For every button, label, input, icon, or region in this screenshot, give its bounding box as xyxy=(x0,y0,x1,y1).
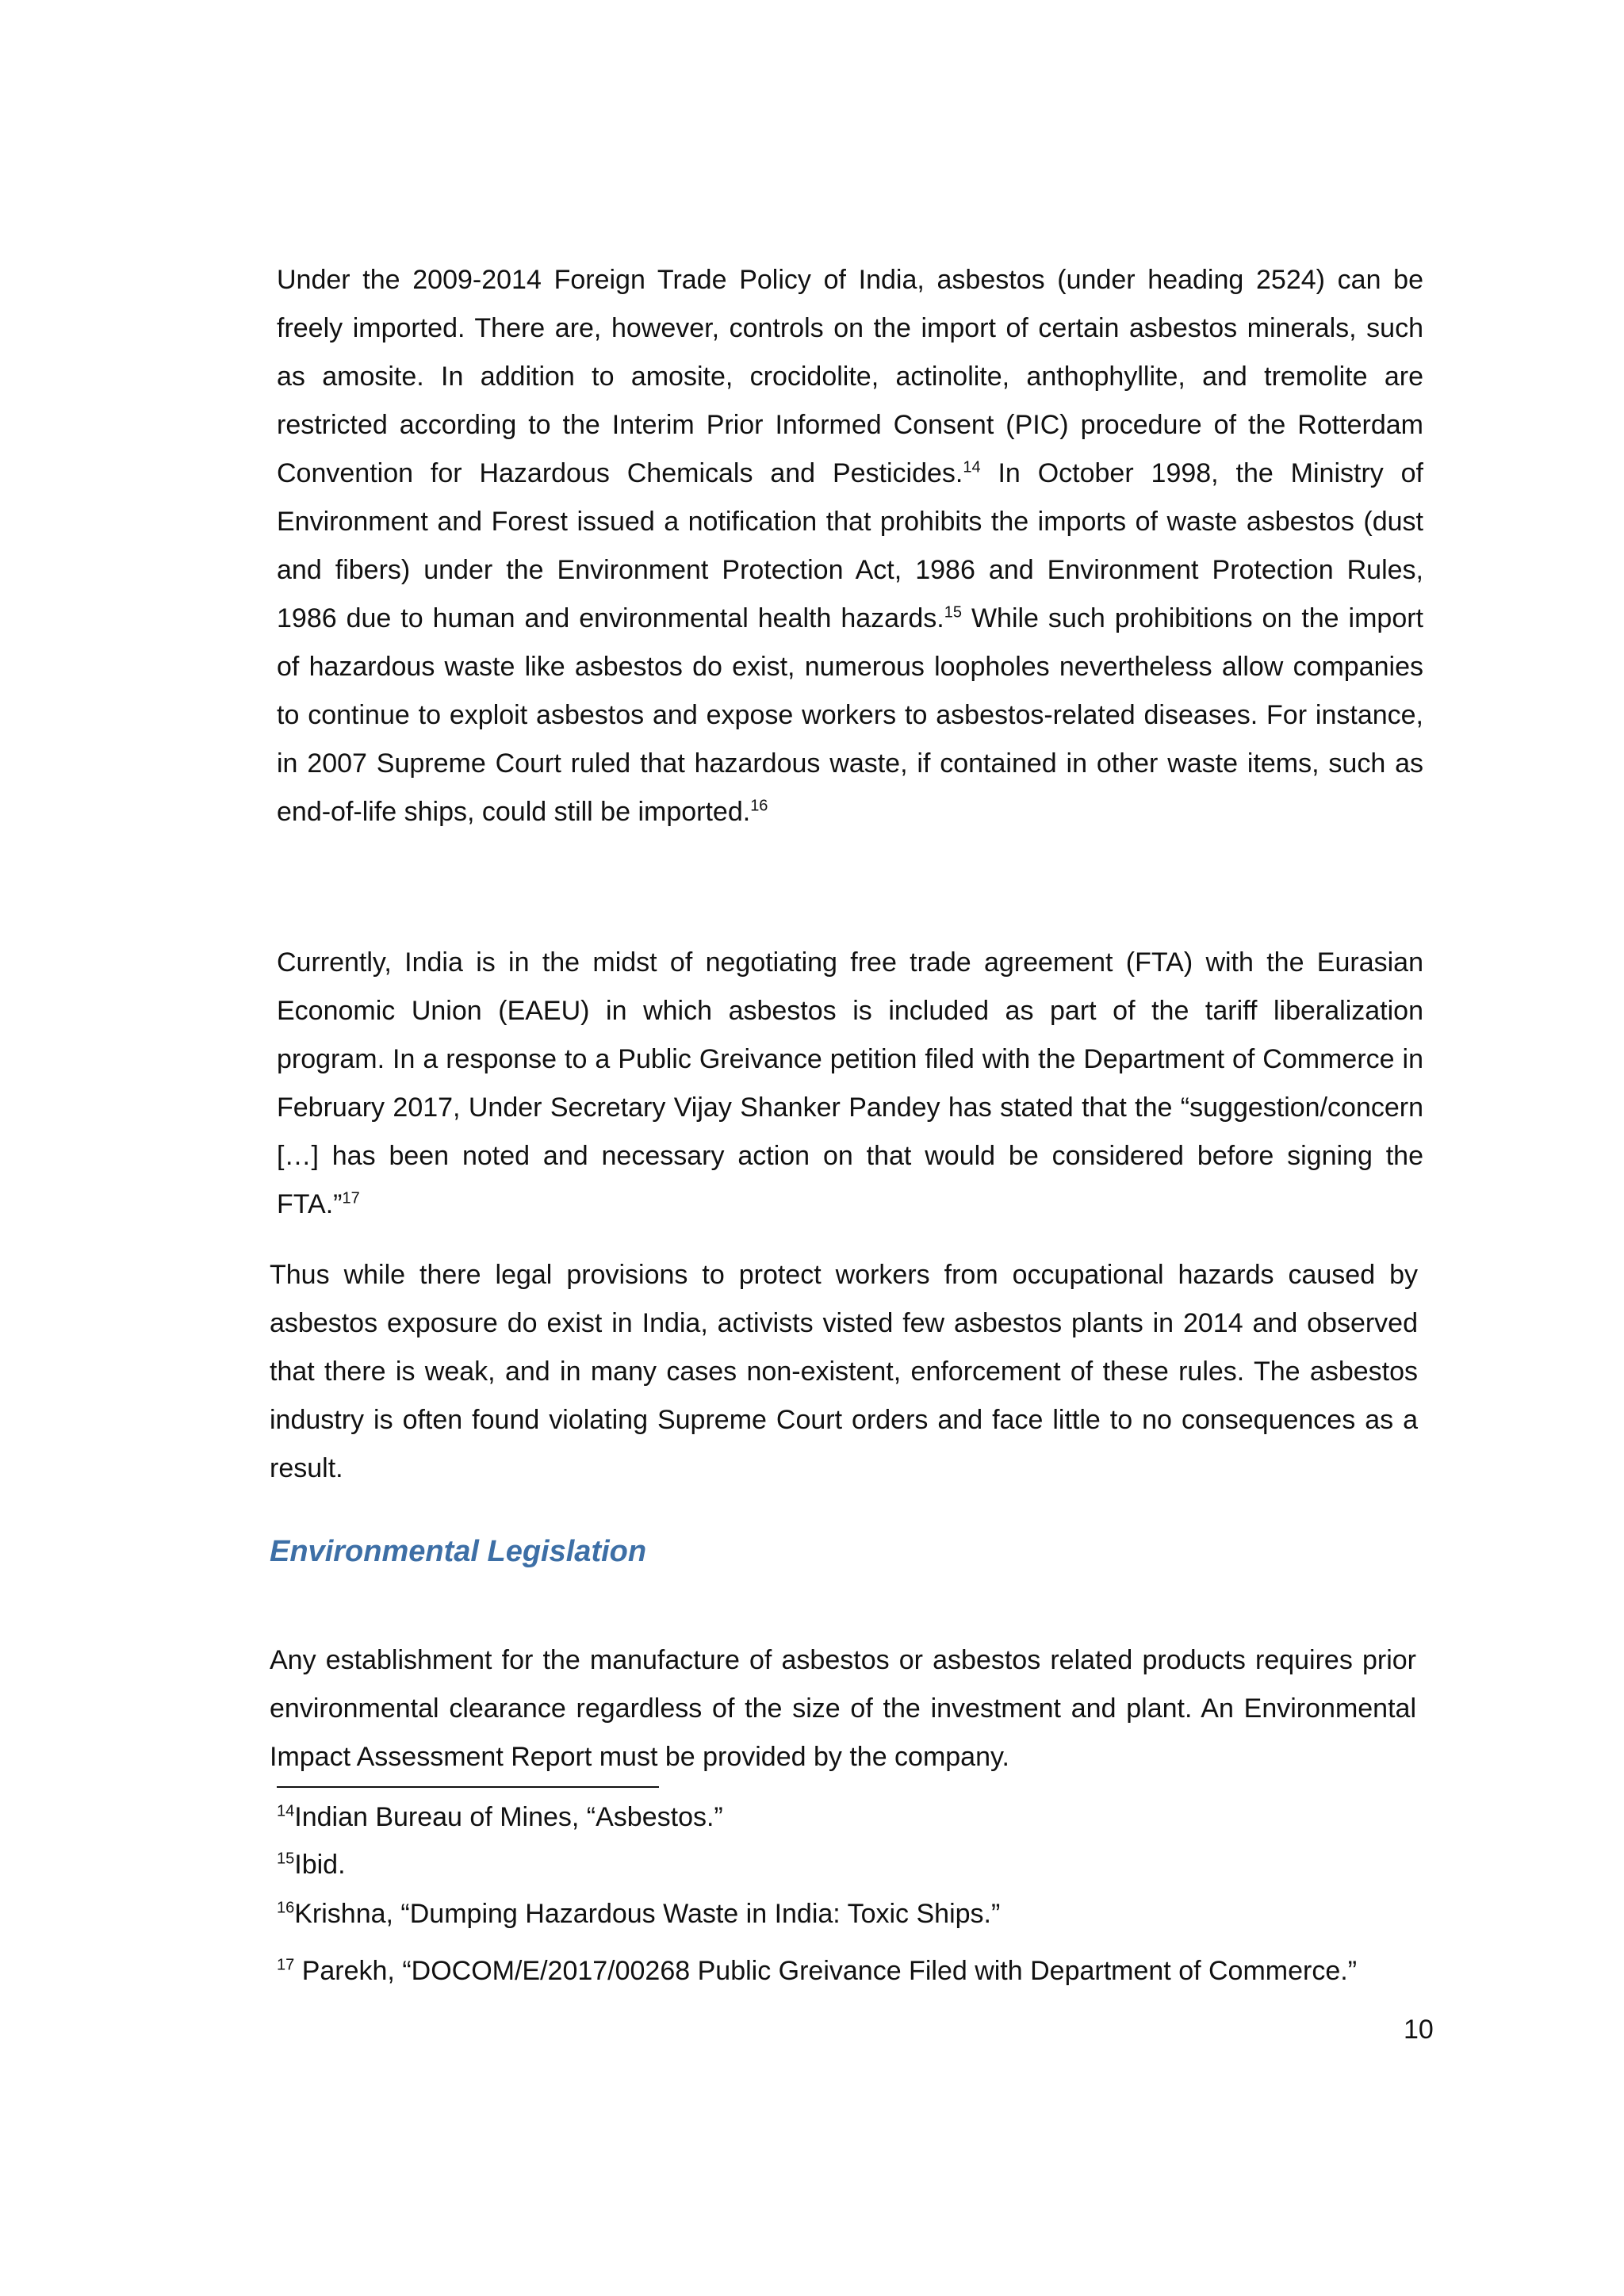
footnote-16 xyxy=(277,1890,1423,1938)
footnote-number: 16 xyxy=(277,1899,295,1917)
section-heading-environmental-legislation: Environmental Legislation xyxy=(270,1535,647,1568)
footnote-14 xyxy=(277,1793,1423,1842)
footnote-text: Krishna, “Dumping Hazardous Waste in India: Toxic Ships.” xyxy=(294,1899,1001,1929)
paragraph-fta-negotiation xyxy=(277,939,1423,1229)
paragraph-text: In October 1998, the Ministry of Environment and Forest issued a notification that prohibits the imports of waste asbestos (dust and fibers) under the Environment Protection Act, 1986 and Environment Protection Rules, 1986 due to human and environmental health hazards. xyxy=(277,458,1423,633)
paragraph-text: Under the 2009-2014 Foreign Trade Policy of India, asbestos (under heading 2524) can be freely imported. There are, however, controls on the import of certain asbestos minerals, such as amosite. In addition to amosite, crocidolite, actinolite, anthophyllite, and tremolite are restricted according to the Interim Prior Informed Consent (PIC) procedure of the Rotterdam Convention for Hazardous Chemicals and Pesticides. xyxy=(277,265,1423,488)
footnote-text: Parekh, “DOCOM/E/2017/00268 Public Greivance Filed with Department of Commerce.” xyxy=(294,1956,1358,1986)
footnote-text: Ibid. xyxy=(294,1850,346,1880)
paragraph-environmental-clearance: Any establishment for the manufacture of asbestos or asbestos related products requires prior environmental clearance regardless of the size of the investment and plant. An Environmental Impact Assessment Report must be provided by the company. xyxy=(270,1645,1416,1772)
footnote-number: 15 xyxy=(277,1850,295,1868)
paragraph-enforcement: Thus while there legal provisions to protect workers from occupational hazards caused by asbestos exposure do exist in India, activists visted few asbestos plants in 2014 and observed that there is weak, and in many cases non-existent, enforcement of these rules. The asbestos industry is often found violating Supreme Court orders and face little to no consequences as a result. xyxy=(270,1260,1418,1483)
footnote-17 xyxy=(277,1947,1423,1996)
paragraph-text: Currently, India is in the midst of negotiating free trade agreement (FTA) with the Eurasian Economic Union (EAEU) in which asbestos is included as part of the tariff liberalization program. In a response to a Public Greivance petition filed with the Department of Commerce in February 2017, Under Secretary Vijay Shanker Pandey has stated that the “suggestion/concern […] has been noted and necessary action on that would be considered before signing the FTA.” xyxy=(277,947,1423,1219)
footnote-ref-17[interactable]: 17 xyxy=(342,1189,360,1207)
footnote-ref-16[interactable]: 16 xyxy=(750,797,768,815)
footnote-number: 17 xyxy=(277,1956,295,1974)
paragraph-foreign-trade-policy xyxy=(277,256,1423,836)
footnote-15 xyxy=(277,1841,1423,1889)
footnote-text: Indian Bureau of Mines, “Asbestos.” xyxy=(294,1802,723,1832)
paragraph-text: While such prohibitions on the import of hazardous waste like asbestos do exist, numerous loopholes nevertheless allow companies to continue to exploit asbestos and expose workers to asbestos-related diseases. For instance, in 2007 Supreme Court ruled that hazardous waste, if contained in other waste items, such as end-of-life ships, could still be imported. xyxy=(277,603,1423,827)
footnote-separator xyxy=(277,1786,659,1788)
footnote-number: 14 xyxy=(277,1802,295,1820)
footnote-ref-14[interactable]: 14 xyxy=(963,458,981,476)
footnote-ref-15[interactable]: 15 xyxy=(944,603,962,622)
page-number: 10 xyxy=(1404,2015,1434,2045)
